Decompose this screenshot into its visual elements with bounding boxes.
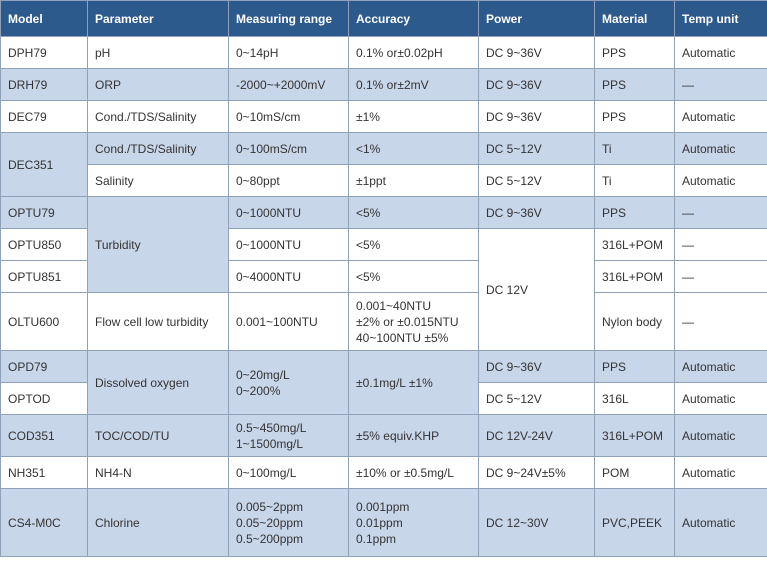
- range-line: 1~1500mg/L: [236, 436, 304, 451]
- cell-material: PPS: [595, 69, 675, 101]
- cell-range: -2000~+2000mV: [229, 69, 349, 101]
- cell-range: 0~100mS/cm: [229, 133, 349, 165]
- header-power: Power: [479, 1, 595, 37]
- cell-range: [229, 489, 349, 557]
- cell-model: OLTU600: [1, 293, 88, 351]
- cell-temp-unit: —: [675, 197, 767, 229]
- cell-parameter: Turbidity: [88, 197, 229, 293]
- cell-model: CS4-M0C: [1, 489, 88, 557]
- cell-material: 316L: [595, 383, 675, 415]
- cell-parameter: pH: [88, 37, 229, 69]
- header-parameter: Parameter: [88, 1, 229, 37]
- header-material: Material: [595, 1, 675, 37]
- cell-temp-unit: Automatic: [675, 415, 767, 457]
- cell-material: Ti: [595, 133, 675, 165]
- accuracy-line: 40~100NTU ±5%: [356, 330, 449, 345]
- accuracy-line: ±2% or ±0.015NTU: [356, 314, 459, 329]
- cell-parameter: Cond./TDS/Salinity: [88, 101, 229, 133]
- cell-model: OPD79: [1, 351, 88, 383]
- cell-model: NH351: [1, 457, 88, 489]
- cell-accuracy: <5%: [349, 261, 479, 293]
- cell-parameter: Flow cell low turbidity: [88, 293, 229, 351]
- cell-model: OPTOD: [1, 383, 88, 415]
- cell-material: Ti: [595, 165, 675, 197]
- cell-parameter: Cond./TDS/Salinity: [88, 133, 229, 165]
- accuracy-line: 0.001ppm: [356, 499, 410, 514]
- cell-temp-unit: Automatic: [675, 165, 767, 197]
- cell-power: DC 9~36V: [479, 351, 595, 383]
- cell-material: POM: [595, 457, 675, 489]
- range-line: 0.5~200ppm: [236, 531, 304, 546]
- cell-temp-unit: Automatic: [675, 489, 767, 557]
- table-row: [1, 457, 767, 489]
- cell-parameter: ORP: [88, 69, 229, 101]
- cell-range: [229, 415, 349, 457]
- accuracy-line: 0.1ppm: [356, 531, 397, 546]
- cell-material: 316L+POM: [595, 261, 675, 293]
- cell-power: DC 9~36V: [479, 101, 595, 133]
- cell-parameter: NH4-N: [88, 457, 229, 489]
- range-line: 0.5~450mg/L: [236, 420, 307, 435]
- cell-accuracy: ±5% equiv.KHP: [349, 415, 479, 457]
- table-row: [1, 101, 767, 133]
- cell-accuracy: ±1ppt: [349, 165, 479, 197]
- cell-parameter: Chlorine: [88, 489, 229, 557]
- cell-power: DC 5~12V: [479, 133, 595, 165]
- cell-material: Nylon body: [595, 293, 675, 351]
- cell-power: DC 9~24V±5%: [479, 457, 595, 489]
- cell-range: [229, 351, 349, 415]
- cell-material: PPS: [595, 351, 675, 383]
- range-line: 0.005~2ppm: [236, 499, 304, 514]
- cell-material: PPS: [595, 197, 675, 229]
- cell-temp-unit: —: [675, 69, 767, 101]
- table-row: [1, 351, 767, 383]
- cell-power: DC 5~12V: [479, 383, 595, 415]
- cell-range: 0~14pH: [229, 37, 349, 69]
- cell-model: DRH79: [1, 69, 88, 101]
- range-line: 0.05~20ppm: [236, 515, 304, 530]
- cell-range: 0~80ppt: [229, 165, 349, 197]
- cell-temp-unit: Automatic: [675, 101, 767, 133]
- table-row: [1, 37, 767, 69]
- header-row: [1, 1, 767, 37]
- header-measuring-range: Measuring range: [229, 1, 349, 37]
- cell-accuracy: ±1%: [349, 101, 479, 133]
- cell-accuracy: ±10% or ±0.5mg/L: [349, 457, 479, 489]
- cell-range: 0~1000NTU: [229, 229, 349, 261]
- cell-power: DC 9~36V: [479, 69, 595, 101]
- header-accuracy: Accuracy: [349, 1, 479, 37]
- cell-accuracy: 0.1% or±2mV: [349, 69, 479, 101]
- cell-model: OPTU79: [1, 197, 88, 229]
- range-line: 0~200%: [236, 383, 281, 398]
- cell-range: 0~1000NTU: [229, 197, 349, 229]
- cell-accuracy: <1%: [349, 133, 479, 165]
- range-line: 0~20mg/L: [236, 367, 290, 382]
- cell-accuracy: 0.1% or±0.02pH: [349, 37, 479, 69]
- table-row: [1, 69, 767, 101]
- cell-range: 0~100mg/L: [229, 457, 349, 489]
- cell-temp-unit: Automatic: [675, 133, 767, 165]
- cell-power: DC 9~36V: [479, 37, 595, 69]
- cell-temp-unit: —: [675, 229, 767, 261]
- cell-parameter: Dissolved oxygen: [88, 351, 229, 415]
- cell-material: PVC,PEEK: [595, 489, 675, 557]
- cell-accuracy: <5%: [349, 197, 479, 229]
- cell-material: 316L+POM: [595, 229, 675, 261]
- cell-range: 0~4000NTU: [229, 261, 349, 293]
- header-model: Model: [1, 1, 88, 37]
- cell-temp-unit: Automatic: [675, 457, 767, 489]
- table-row: [1, 133, 767, 165]
- cell-model: OPTU850: [1, 229, 88, 261]
- cell-model: DEC79: [1, 101, 88, 133]
- cell-material: PPS: [595, 37, 675, 69]
- table-row: [1, 293, 767, 351]
- cell-temp-unit: Automatic: [675, 37, 767, 69]
- cell-power: DC 9~36V: [479, 197, 595, 229]
- cell-accuracy: <5%: [349, 229, 479, 261]
- cell-temp-unit: —: [675, 261, 767, 293]
- cell-material: 316L+POM: [595, 415, 675, 457]
- cell-temp-unit: —: [675, 293, 767, 351]
- cell-accuracy: [349, 293, 479, 351]
- header-temp-unit: Temp unit: [675, 1, 767, 37]
- cell-model: COD351: [1, 415, 88, 457]
- table-row: [1, 197, 767, 229]
- cell-parameter: Salinity: [88, 165, 229, 197]
- cell-accuracy: [349, 489, 479, 557]
- accuracy-line: 0.001~40NTU: [356, 298, 432, 313]
- cell-range: 0~10mS/cm: [229, 101, 349, 133]
- cell-power: DC 12V-24V: [479, 415, 595, 457]
- cell-power: DC 5~12V: [479, 165, 595, 197]
- cell-model: DPH79: [1, 37, 88, 69]
- table-row: [1, 165, 767, 197]
- cell-range: 0.001~100NTU: [229, 293, 349, 351]
- cell-model: OPTU851: [1, 261, 88, 293]
- cell-accuracy: ±0.1mg/L ±1%: [349, 351, 479, 415]
- cell-parameter: TOC/COD/TU: [88, 415, 229, 457]
- cell-temp-unit: Automatic: [675, 383, 767, 415]
- table-row: [1, 415, 767, 457]
- cell-power: DC 12V: [479, 229, 595, 351]
- cell-model: DEC351: [1, 133, 88, 197]
- cell-temp-unit: Automatic: [675, 351, 767, 383]
- accuracy-line: 0.01ppm: [356, 515, 403, 530]
- cell-material: PPS: [595, 101, 675, 133]
- table-row: [1, 489, 767, 557]
- cell-power: DC 12~30V: [479, 489, 595, 557]
